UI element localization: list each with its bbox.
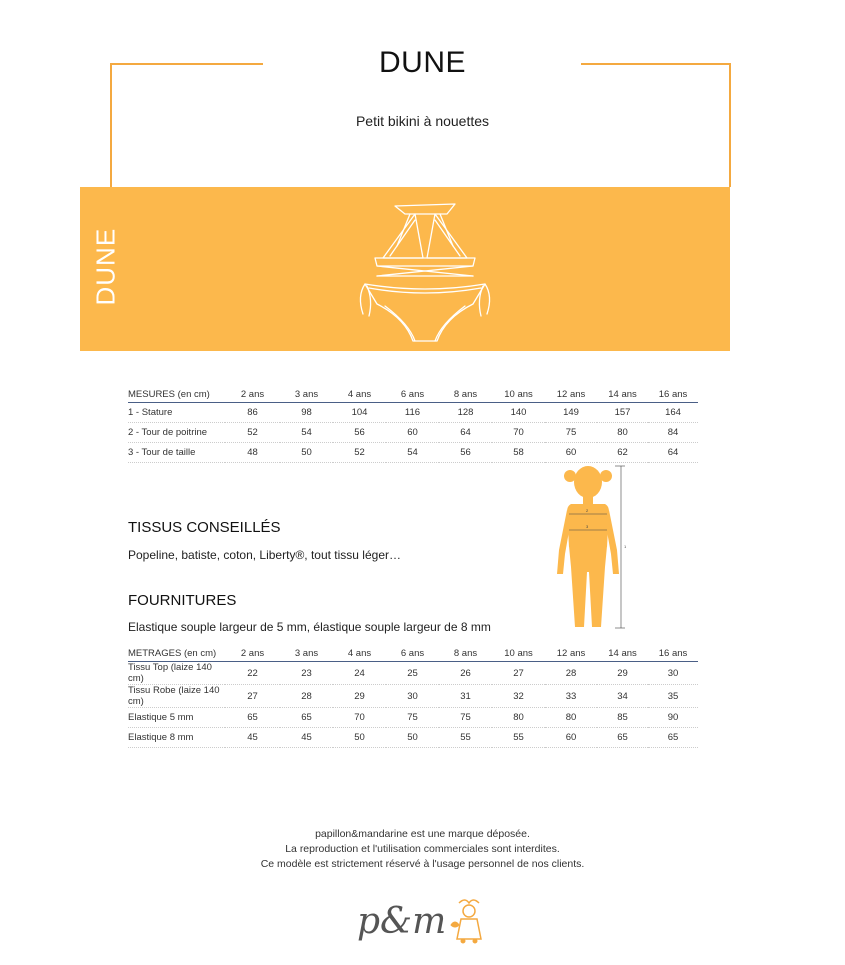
cell-value: 45 <box>225 728 280 748</box>
cell-value: 52 <box>333 443 386 463</box>
cell-value: 65 <box>225 708 280 728</box>
metrages-header-cell: 2 ans <box>225 645 280 662</box>
mesures-header-cell: MESURES (en cm) <box>128 386 225 403</box>
cell-value: 64 <box>439 423 492 443</box>
table-row <box>128 728 698 748</box>
cell-value: 50 <box>333 728 386 748</box>
metrages-header-cell: 4 ans <box>333 645 386 662</box>
cell-value: 48 <box>225 443 280 463</box>
footer-line-3: Ce modèle est strictement réservé à l'usage personnel de nos clients. <box>260 858 585 870</box>
cell-value: 98 <box>280 403 333 423</box>
mascot-icon <box>451 900 481 943</box>
mesures-header-cell: 8 ans <box>439 386 492 403</box>
cell-value: 157 <box>597 403 648 423</box>
metrages-header-cell: 10 ans <box>492 645 545 662</box>
cell-value: 104 <box>333 403 386 423</box>
fournitures-heading: FOURNITURES <box>128 592 237 609</box>
cell-value: 30 <box>648 662 698 685</box>
cell-value: 52 <box>225 423 280 443</box>
cell-value: 54 <box>280 423 333 443</box>
cell-value: 27 <box>225 685 280 708</box>
cell-value: 25 <box>386 662 439 685</box>
cell-value: 58 <box>492 443 545 463</box>
band-label: DUNE <box>90 227 121 306</box>
mesures-header-cell: 12 ans <box>545 386 597 403</box>
cell-value: 54 <box>386 443 439 463</box>
metrages-header-row <box>128 645 698 662</box>
cell-value: 24 <box>333 662 386 685</box>
row-label: Tissu Top (laize 140 cm) <box>128 662 225 685</box>
metrages-header-cell: 8 ans <box>439 645 492 662</box>
cell-value: 60 <box>386 423 439 443</box>
logo-text: p&m <box>357 901 447 942</box>
fournitures-text: Elastique souple largeur de 5 mm, élastique souple largeur de 8 mm <box>128 620 491 634</box>
cell-value: 86 <box>225 403 280 423</box>
mesures-header-cell: 3 ans <box>280 386 333 403</box>
cell-value: 45 <box>280 728 333 748</box>
bikini-illustration <box>355 196 495 346</box>
cell-value: 62 <box>597 443 648 463</box>
cell-value: 56 <box>439 443 492 463</box>
table-row <box>128 662 698 685</box>
cell-value: 32 <box>492 685 545 708</box>
tissus-heading: TISSUS CONSEILLÉS <box>128 519 281 536</box>
figure-mark-2: 2 <box>586 508 589 513</box>
cell-value: 23 <box>280 662 333 685</box>
footer-line-1: papillon&mandarine est une marque déposée. <box>315 828 530 840</box>
metrages-body <box>128 645 698 748</box>
child-figure-illustration <box>545 462 630 637</box>
cell-value: 56 <box>333 423 386 443</box>
cell-value: 35 <box>648 685 698 708</box>
cell-value: 80 <box>545 708 597 728</box>
table-row <box>128 708 698 728</box>
cell-value: 116 <box>386 403 439 423</box>
metrages-header-cell: METRAGES (en cm) <box>128 645 225 662</box>
cell-value: 65 <box>648 728 698 748</box>
cell-value: 64 <box>648 443 698 463</box>
cell-value: 149 <box>545 403 597 423</box>
metrages-header-cell: 16 ans <box>648 645 698 662</box>
page-title: DUNE <box>378 46 466 79</box>
row-label: 1 - Stature <box>128 403 225 423</box>
row-label: 2 - Tour de poitrine <box>128 423 225 443</box>
mesures-table <box>128 386 698 463</box>
mesures-header-cell: 6 ans <box>386 386 439 403</box>
table-row <box>128 443 698 463</box>
cell-value: 31 <box>439 685 492 708</box>
cell-value: 70 <box>333 708 386 728</box>
cell-value: 80 <box>492 708 545 728</box>
page-subtitle: Petit bikini à nouettes <box>355 113 490 129</box>
mesures-body <box>128 386 698 463</box>
cell-value: 55 <box>492 728 545 748</box>
mesures-header-row <box>128 386 698 403</box>
cell-value: 34 <box>597 685 648 708</box>
table-row <box>128 685 698 708</box>
cell-value: 50 <box>386 728 439 748</box>
cell-value: 29 <box>333 685 386 708</box>
metrages-table <box>128 645 698 748</box>
cell-value: 26 <box>439 662 492 685</box>
footer-notice <box>0 827 845 872</box>
cell-value: 84 <box>648 423 698 443</box>
mesures-header-cell: 2 ans <box>225 386 280 403</box>
table-row <box>128 423 698 443</box>
table-row <box>128 403 698 423</box>
cell-value: 60 <box>545 728 597 748</box>
cell-value: 28 <box>280 685 333 708</box>
row-label: Elastique 8 mm <box>128 728 225 748</box>
figure-mark-3: 3 <box>586 524 589 529</box>
cell-value: 75 <box>545 423 597 443</box>
cell-value: 85 <box>597 708 648 728</box>
cell-value: 75 <box>386 708 439 728</box>
cell-value: 90 <box>648 708 698 728</box>
cell-value: 29 <box>597 662 648 685</box>
cell-value: 30 <box>386 685 439 708</box>
cell-value: 140 <box>492 403 545 423</box>
mesures-header-cell: 16 ans <box>648 386 698 403</box>
row-label: 3 - Tour de taille <box>128 443 225 463</box>
cell-value: 128 <box>439 403 492 423</box>
cell-value: 60 <box>545 443 597 463</box>
cell-value: 65 <box>597 728 648 748</box>
cell-value: 65 <box>280 708 333 728</box>
mesures-header-cell: 10 ans <box>492 386 545 403</box>
row-label: Elastique 5 mm <box>128 708 225 728</box>
mesures-header-cell: 4 ans <box>333 386 386 403</box>
metrages-header-cell: 14 ans <box>597 645 648 662</box>
cell-value: 70 <box>492 423 545 443</box>
cell-value: 164 <box>648 403 698 423</box>
footer-line-2: La reproduction et l'utilisation commerciales sont interdites. <box>285 843 560 855</box>
cell-value: 55 <box>439 728 492 748</box>
row-label: Tissu Robe (laize 140 cm) <box>128 685 225 708</box>
mesures-header-cell: 14 ans <box>597 386 648 403</box>
metrages-header-cell: 6 ans <box>386 645 439 662</box>
brand-logo <box>355 895 495 950</box>
cell-value: 80 <box>597 423 648 443</box>
cell-value: 28 <box>545 662 597 685</box>
metrages-header-cell: 3 ans <box>280 645 333 662</box>
cell-value: 22 <box>225 662 280 685</box>
tissus-text: Popeline, batiste, coton, Liberty®, tout tissu léger… <box>128 548 401 562</box>
cell-value: 75 <box>439 708 492 728</box>
cell-value: 27 <box>492 662 545 685</box>
cell-value: 50 <box>280 443 333 463</box>
figure-mark-1: 1 <box>624 544 627 549</box>
metrages-header-cell: 12 ans <box>545 645 597 662</box>
cell-value: 33 <box>545 685 597 708</box>
